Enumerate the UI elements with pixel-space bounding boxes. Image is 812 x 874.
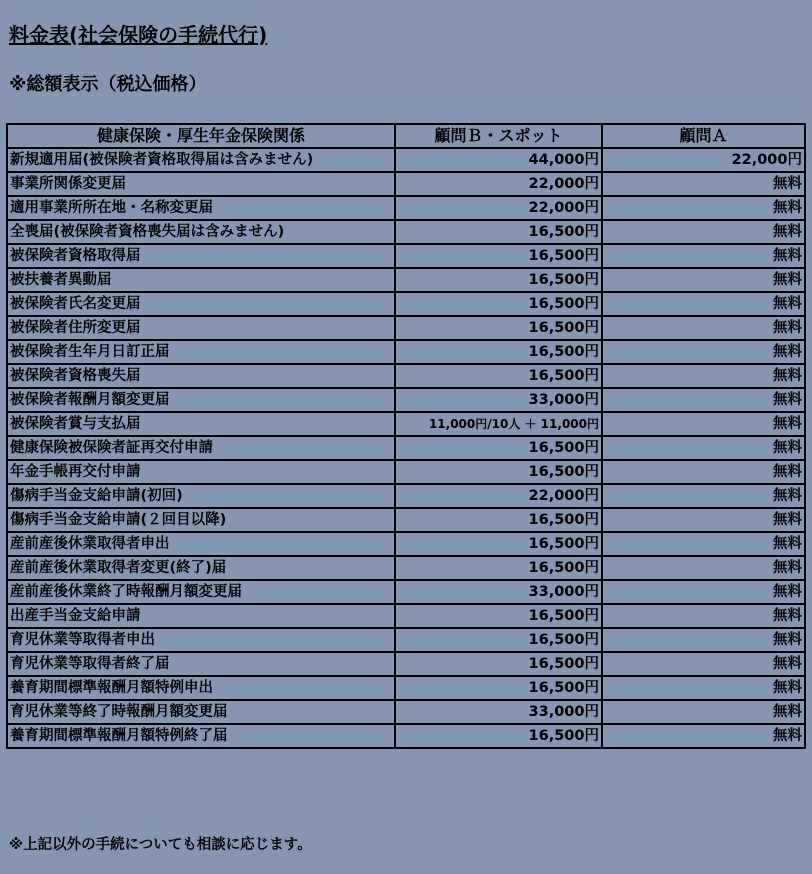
fee-advisor-b-spot: 16,500円 <box>395 220 602 244</box>
procedure-name: 被保険者氏名変更届 <box>7 292 395 316</box>
procedure-name: 新規適用届(被保険者資格取得届は含みません) <box>7 148 395 172</box>
table-header-row <box>7 124 805 148</box>
fee-advisor-a: 無料 <box>602 316 805 340</box>
fee-advisor-b-spot: 16,500円 <box>395 676 602 700</box>
procedure-name: 被保険者住所変更届 <box>7 316 395 340</box>
column-header-advisor-b-spot: 顧問Ｂ・スポット <box>395 124 602 148</box>
fee-advisor-a: 無料 <box>602 484 805 508</box>
page-title: 料金表(社会保険の手続代行) <box>9 23 268 47</box>
fee-advisor-b-spot: 33,000円 <box>395 388 602 412</box>
table-row <box>7 628 805 652</box>
procedure-name: 被保険者資格取得届 <box>7 244 395 268</box>
fee-advisor-a: 無料 <box>602 292 805 316</box>
procedure-name: 養育期間標準報酬月額特例終了届 <box>7 724 395 748</box>
fee-advisor-a: 無料 <box>602 172 805 196</box>
procedure-name: 出産手当金支給申請 <box>7 604 395 628</box>
fee-advisor-a: 無料 <box>602 724 805 748</box>
table-row <box>7 700 805 724</box>
fee-advisor-a: 無料 <box>602 508 805 532</box>
fee-advisor-a: 無料 <box>602 700 805 724</box>
fee-advisor-b-spot: 16,500円 <box>395 604 602 628</box>
fee-advisor-a: 無料 <box>602 412 805 436</box>
fee-advisor-b-spot: 16,500円 <box>395 340 602 364</box>
fee-advisor-a: 無料 <box>602 580 805 604</box>
procedure-name: 育児休業等取得者終了届 <box>7 652 395 676</box>
fee-advisor-b-spot: 22,000円 <box>395 484 602 508</box>
fee-advisor-b-spot: 16,500円 <box>395 652 602 676</box>
table-row <box>7 340 805 364</box>
fee-advisor-a: 無料 <box>602 460 805 484</box>
fee-advisor-a: 無料 <box>602 388 805 412</box>
table-row <box>7 484 805 508</box>
procedure-name: 被扶養者異動届 <box>7 268 395 292</box>
table-row <box>7 388 805 412</box>
fee-advisor-b-spot: 44,000円 <box>395 148 602 172</box>
procedure-name: 育児休業等取得者申出 <box>7 628 395 652</box>
procedure-name: 全喪届(被保険者資格喪失届は含みません) <box>7 220 395 244</box>
table-row <box>7 604 805 628</box>
procedure-name: 産前産後休業取得者変更(終了)届 <box>7 556 395 580</box>
table-row <box>7 460 805 484</box>
fee-advisor-b-spot: 22,000円 <box>395 196 602 220</box>
procedure-name: 事業所関係変更届 <box>7 172 395 196</box>
fee-advisor-b-spot: 33,000円 <box>395 580 602 604</box>
table-row <box>7 652 805 676</box>
fee-advisor-b-spot: 16,500円 <box>395 244 602 268</box>
table-row <box>7 148 805 172</box>
fee-advisor-a: 無料 <box>602 364 805 388</box>
fee-advisor-b-spot: 16,500円 <box>395 532 602 556</box>
fee-advisor-a: 無料 <box>602 628 805 652</box>
fee-advisor-b-spot: 16,500円 <box>395 292 602 316</box>
fee-advisor-b-spot: 16,500円 <box>395 508 602 532</box>
fee-advisor-a: 無料 <box>602 244 805 268</box>
table-row <box>7 532 805 556</box>
fee-advisor-b-spot: 16,500円 <box>395 316 602 340</box>
footer-note: ※上記以外の手続についても相談に応じます。 <box>9 837 312 853</box>
table-row <box>7 364 805 388</box>
procedure-name: 育児休業等終了時報酬月額変更届 <box>7 700 395 724</box>
fee-advisor-a: 無料 <box>602 676 805 700</box>
fee-advisor-b-spot: 11,000円/10人 ＋ 11,000円 <box>395 412 602 436</box>
column-header-procedure: 健康保険・厚生年金保険関係 <box>7 124 395 148</box>
fee-advisor-b-spot: 16,500円 <box>395 268 602 292</box>
tax-note: ※総額表示（税込価格） <box>9 74 207 95</box>
column-header-advisor-a: 顧問Ａ <box>602 124 805 148</box>
fee-advisor-b-spot: 16,500円 <box>395 628 602 652</box>
fee-advisor-a: 無料 <box>602 196 805 220</box>
fee-advisor-b-spot: 16,500円 <box>395 724 602 748</box>
table-row <box>7 316 805 340</box>
procedure-name: 産前産後休業取得者申出 <box>7 532 395 556</box>
table-row <box>7 220 805 244</box>
procedure-name: 傷病手当金支給申請(２回目以降) <box>7 508 395 532</box>
fee-advisor-a: 無料 <box>602 556 805 580</box>
table-row <box>7 556 805 580</box>
table-row <box>7 676 805 700</box>
fee-table <box>6 123 806 749</box>
fee-advisor-b-spot: 22,000円 <box>395 172 602 196</box>
fee-advisor-a: 無料 <box>602 340 805 364</box>
fee-advisor-b-spot: 16,500円 <box>395 436 602 460</box>
table-row <box>7 436 805 460</box>
procedure-name: 年金手帳再交付申請 <box>7 460 395 484</box>
procedure-name: 被保険者賞与支払届 <box>7 412 395 436</box>
fee-advisor-a: 22,000円 <box>602 148 805 172</box>
procedure-name: 被保険者報酬月額変更届 <box>7 388 395 412</box>
fee-advisor-b-spot: 16,500円 <box>395 556 602 580</box>
procedure-name: 適用事業所所在地・名称変更届 <box>7 196 395 220</box>
fee-advisor-a: 無料 <box>602 532 805 556</box>
table-row <box>7 268 805 292</box>
procedure-name: 傷病手当金支給申請(初回) <box>7 484 395 508</box>
procedure-name: 養育期間標準報酬月額特例申出 <box>7 676 395 700</box>
fee-advisor-b-spot: 33,000円 <box>395 700 602 724</box>
table-row <box>7 196 805 220</box>
table-row <box>7 412 805 436</box>
table-row <box>7 172 805 196</box>
fee-advisor-a: 無料 <box>602 268 805 292</box>
procedure-name: 産前産後休業終了時報酬月額変更届 <box>7 580 395 604</box>
table-row <box>7 244 805 268</box>
fee-advisor-b-spot: 16,500円 <box>395 460 602 484</box>
fee-advisor-a: 無料 <box>602 220 805 244</box>
procedure-name: 健康保険被保険者証再交付申請 <box>7 436 395 460</box>
fee-advisor-a: 無料 <box>602 436 805 460</box>
fee-advisor-b-spot: 16,500円 <box>395 364 602 388</box>
procedure-name: 被保険者生年月日訂正届 <box>7 340 395 364</box>
procedure-name: 被保険者資格喪失届 <box>7 364 395 388</box>
table-row <box>7 292 805 316</box>
table-row <box>7 580 805 604</box>
fee-table-body <box>7 148 805 748</box>
table-row <box>7 724 805 748</box>
fee-advisor-a: 無料 <box>602 652 805 676</box>
table-row <box>7 508 805 532</box>
fee-advisor-a: 無料 <box>602 604 805 628</box>
